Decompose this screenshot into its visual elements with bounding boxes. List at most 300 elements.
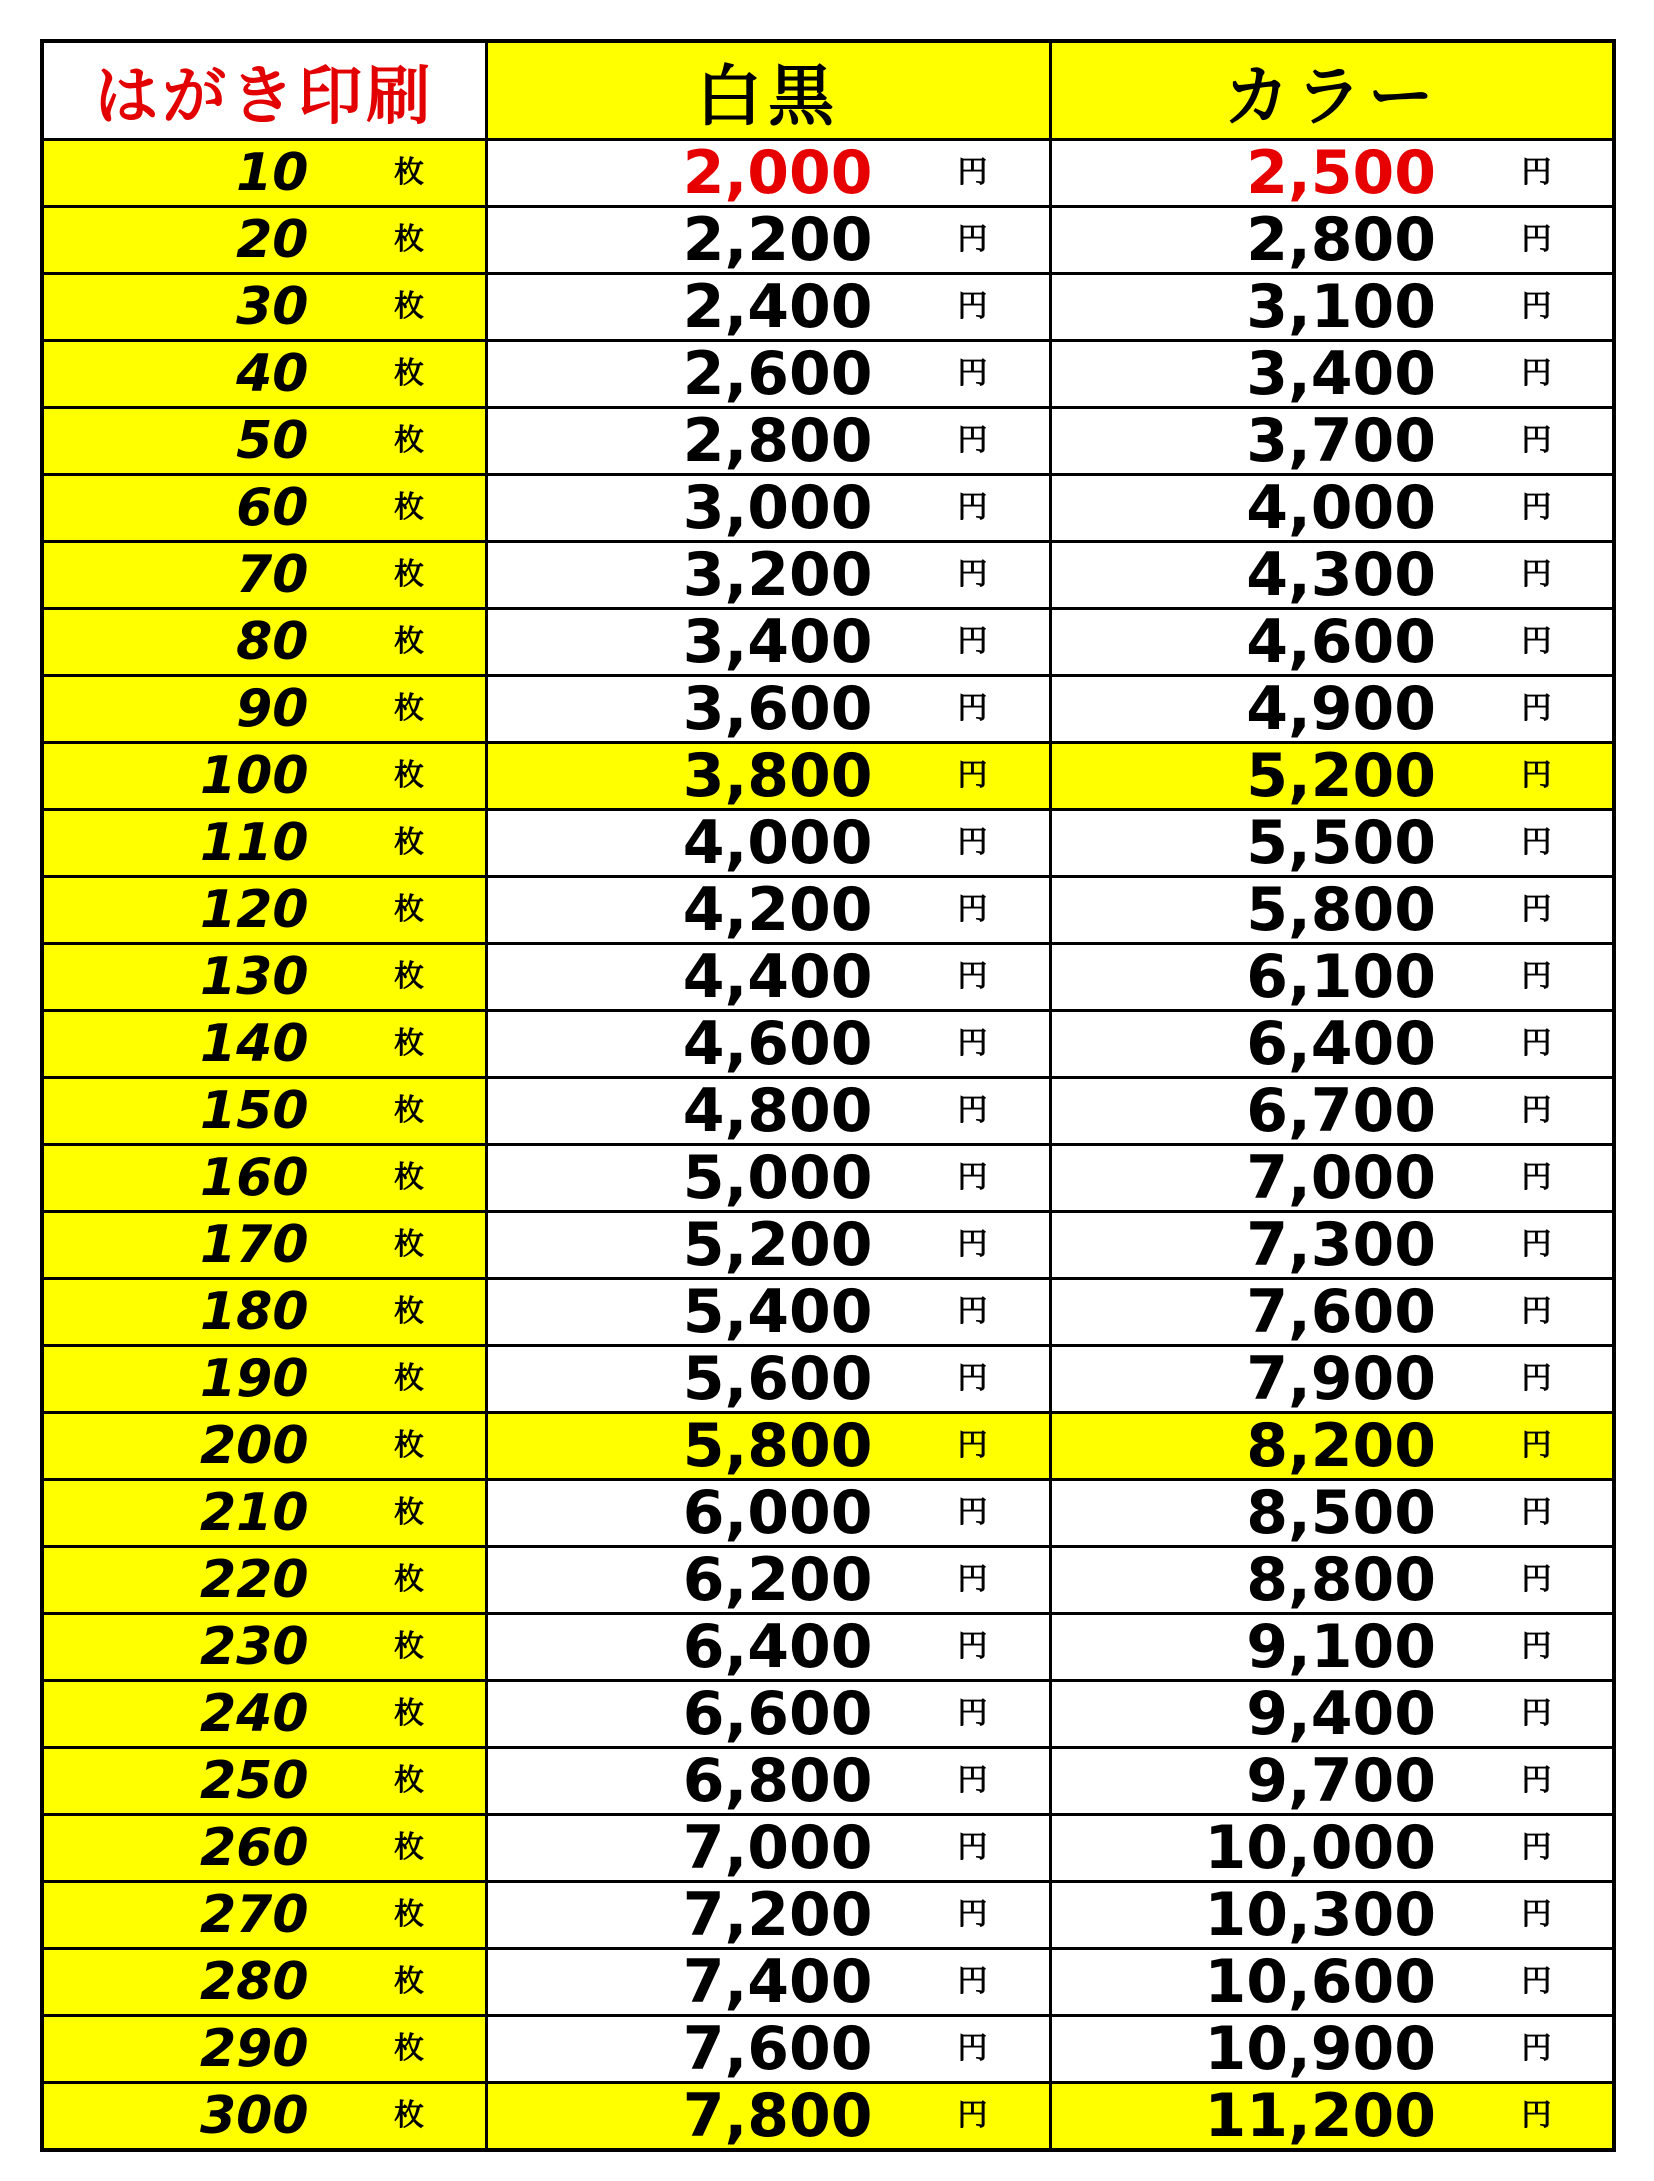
quantity-unit: 枚 xyxy=(394,155,424,190)
color-price-unit: 円 xyxy=(1521,2098,1552,2133)
quantity-unit: 枚 xyxy=(394,1294,424,1329)
color-price-cell-inner xyxy=(1052,141,1613,205)
quantity-value: 230 xyxy=(199,1617,309,1677)
quantity-unit: 枚 xyxy=(394,758,424,793)
quantity-value: 60 xyxy=(236,478,309,538)
color-price-cell-inner xyxy=(1052,208,1613,272)
color-price-value: 5,200 xyxy=(1246,742,1436,810)
table-row xyxy=(42,1815,1614,1882)
bw-price-cell-inner xyxy=(488,1682,1049,1746)
bw-price-value: 2,400 xyxy=(682,273,873,341)
quantity-unit: 枚 xyxy=(394,1629,424,1664)
color-price-cell xyxy=(1050,1815,1614,1882)
bw-price-cell-inner xyxy=(488,1950,1049,2014)
quantity-cell xyxy=(42,1949,486,2016)
color-price-unit: 円 xyxy=(1521,624,1552,659)
table-row xyxy=(42,609,1614,676)
color-price-cell-inner xyxy=(1052,1347,1613,1411)
table-title: はがき印刷 xyxy=(42,41,486,140)
quantity-value: 120 xyxy=(199,880,309,940)
table-row xyxy=(42,1078,1614,1145)
quantity-unit: 枚 xyxy=(394,959,424,994)
color-price-value: 3,700 xyxy=(1246,407,1436,475)
color-price-cell-inner xyxy=(1052,1883,1613,1947)
bw-price-value: 4,200 xyxy=(682,876,873,944)
table-row xyxy=(42,743,1614,810)
price-table xyxy=(40,39,1616,2152)
color-price-cell xyxy=(1050,609,1614,676)
color-price-unit: 円 xyxy=(1521,222,1552,257)
quantity-cell-inner xyxy=(44,1682,485,1746)
color-price-cell xyxy=(1050,475,1614,542)
color-price-unit: 円 xyxy=(1521,959,1552,994)
color-price-value: 9,100 xyxy=(1246,1613,1436,1681)
color-price-unit: 円 xyxy=(1521,758,1552,793)
quantity-cell xyxy=(42,274,486,341)
color-price-cell-inner xyxy=(1052,2017,1613,2081)
quantity-cell-inner xyxy=(44,1883,485,1947)
quantity-unit: 枚 xyxy=(394,289,424,324)
bw-price-unit: 円 xyxy=(957,1696,988,1731)
color-price-cell xyxy=(1050,1212,1614,1279)
quantity-value: 90 xyxy=(236,679,309,739)
bw-price-cell-inner xyxy=(488,2017,1049,2081)
table-row xyxy=(42,1145,1614,1212)
color-price-unit: 円 xyxy=(1521,2031,1552,2066)
quantity-cell-inner xyxy=(44,476,485,540)
bw-price-cell xyxy=(486,1815,1050,1882)
bw-price-unit: 円 xyxy=(957,1629,988,1664)
bw-price-value: 7,000 xyxy=(682,1814,873,1882)
bw-price-cell-inner xyxy=(488,811,1049,875)
quantity-value: 200 xyxy=(199,1416,309,1476)
quantity-unit: 枚 xyxy=(394,825,424,860)
bw-price-unit: 円 xyxy=(957,1026,988,1061)
quantity-cell xyxy=(42,1346,486,1413)
table-row xyxy=(42,1011,1614,1078)
quantity-value: 220 xyxy=(199,1550,309,1610)
quantity-cell-inner xyxy=(44,1749,485,1813)
color-price-value: 4,000 xyxy=(1246,474,1436,542)
quantity-cell xyxy=(42,408,486,475)
quantity-value: 30 xyxy=(236,277,309,337)
bw-price-unit: 円 xyxy=(957,557,988,592)
color-price-value: 7,600 xyxy=(1246,1278,1436,1346)
quantity-value: 290 xyxy=(199,2019,309,2079)
quantity-cell-inner xyxy=(44,1481,485,1545)
bw-price-value: 7,800 xyxy=(682,2082,873,2150)
color-price-unit: 円 xyxy=(1521,155,1552,190)
bw-price-value: 2,800 xyxy=(682,407,873,475)
bw-price-cell xyxy=(486,1346,1050,1413)
table-row xyxy=(42,1279,1614,1346)
color-price-cell-inner xyxy=(1052,811,1613,875)
bw-price-unit: 円 xyxy=(957,758,988,793)
color-price-cell xyxy=(1050,1949,1614,2016)
quantity-value: 250 xyxy=(199,1751,309,1811)
bw-price-value: 2,600 xyxy=(682,340,873,408)
bw-price-unit: 円 xyxy=(957,624,988,659)
bw-price-cell-inner xyxy=(488,275,1049,339)
table-row xyxy=(42,274,1614,341)
color-price-value: 8,200 xyxy=(1246,1412,1436,1480)
bw-price-cell xyxy=(486,2016,1050,2083)
quantity-cell-inner xyxy=(44,2017,485,2081)
bw-price-cell xyxy=(486,944,1050,1011)
bw-price-value: 2,000 xyxy=(682,139,873,207)
bw-price-cell-inner xyxy=(488,1079,1049,1143)
quantity-cell-inner xyxy=(44,208,485,272)
quantity-value: 270 xyxy=(199,1885,309,1945)
quantity-value: 170 xyxy=(199,1215,309,1275)
bw-price-value: 4,400 xyxy=(682,943,873,1011)
color-price-value: 11,200 xyxy=(1204,2082,1436,2150)
color-price-value: 7,000 xyxy=(1246,1144,1436,1212)
bw-price-cell-inner xyxy=(488,2084,1049,2148)
quantity-cell xyxy=(42,1413,486,1480)
quantity-cell xyxy=(42,1882,486,1949)
bw-price-cell xyxy=(486,609,1050,676)
color-price-cell xyxy=(1050,1882,1614,1949)
bw-price-unit: 円 xyxy=(957,155,988,190)
quantity-unit: 枚 xyxy=(394,1428,424,1463)
quantity-cell-inner xyxy=(44,342,485,406)
color-price-unit: 円 xyxy=(1521,691,1552,726)
color-price-value: 10,300 xyxy=(1204,1881,1436,1949)
table-row xyxy=(42,408,1614,475)
bw-price-value: 2,200 xyxy=(682,206,873,274)
color-price-unit: 円 xyxy=(1521,1964,1552,1999)
color-price-cell xyxy=(1050,2083,1614,2151)
bw-price-value: 6,000 xyxy=(682,1479,873,1547)
color-price-cell xyxy=(1050,1547,1614,1614)
bw-price-unit: 円 xyxy=(957,2098,988,2133)
quantity-cell xyxy=(42,1748,486,1815)
color-price-cell xyxy=(1050,140,1614,207)
bw-price-unit: 円 xyxy=(957,1428,988,1463)
quantity-cell xyxy=(42,944,486,1011)
bw-price-cell-inner xyxy=(488,208,1049,272)
quantity-value: 130 xyxy=(199,947,309,1007)
color-price-cell-inner xyxy=(1052,1682,1613,1746)
quantity-unit: 枚 xyxy=(394,2098,424,2133)
color-price-value: 10,900 xyxy=(1204,2015,1436,2083)
quantity-cell xyxy=(42,1681,486,1748)
color-price-value: 6,100 xyxy=(1246,943,1436,1011)
quantity-value: 180 xyxy=(199,1282,309,1342)
quantity-value: 160 xyxy=(199,1148,309,1208)
color-price-value: 3,100 xyxy=(1246,273,1436,341)
color-price-cell-inner xyxy=(1052,1548,1613,1612)
color-price-cell-inner xyxy=(1052,677,1613,741)
quantity-unit: 枚 xyxy=(394,2031,424,2066)
quantity-value: 100 xyxy=(199,746,309,806)
quantity-unit: 枚 xyxy=(394,1964,424,1999)
bw-price-cell xyxy=(486,341,1050,408)
color-price-cell-inner xyxy=(1052,1749,1613,1813)
table-row xyxy=(42,1681,1614,1748)
color-price-unit: 円 xyxy=(1521,289,1552,324)
color-price-unit: 円 xyxy=(1521,1093,1552,1128)
quantity-cell-inner xyxy=(44,1615,485,1679)
color-price-unit: 円 xyxy=(1521,1227,1552,1262)
bw-price-cell-inner xyxy=(488,1749,1049,1813)
table-row xyxy=(42,207,1614,274)
bw-price-cell xyxy=(486,475,1050,542)
bw-price-cell-inner xyxy=(488,1213,1049,1277)
quantity-cell-inner xyxy=(44,610,485,674)
bw-price-cell-inner xyxy=(488,476,1049,540)
table-row xyxy=(42,475,1614,542)
bw-price-value: 5,200 xyxy=(682,1211,873,1279)
bw-price-cell-inner xyxy=(488,744,1049,808)
table-row xyxy=(42,140,1614,207)
bw-price-cell xyxy=(486,1614,1050,1681)
bw-price-unit: 円 xyxy=(957,356,988,391)
color-price-cell xyxy=(1050,1681,1614,1748)
color-price-cell-inner xyxy=(1052,543,1613,607)
bw-price-value: 3,400 xyxy=(682,608,873,676)
bw-price-cell xyxy=(486,1145,1050,1212)
bw-price-value: 3,000 xyxy=(682,474,873,542)
color-price-unit: 円 xyxy=(1521,1026,1552,1061)
color-price-value: 7,300 xyxy=(1246,1211,1436,1279)
bw-price-cell-inner xyxy=(488,1615,1049,1679)
color-price-unit: 円 xyxy=(1521,557,1552,592)
color-price-cell-inner xyxy=(1052,2084,1613,2148)
table-body xyxy=(42,140,1614,2151)
color-price-value: 7,900 xyxy=(1246,1345,1436,1413)
quantity-cell xyxy=(42,877,486,944)
color-price-cell-inner xyxy=(1052,610,1613,674)
color-price-unit: 円 xyxy=(1521,1830,1552,1865)
color-price-value: 8,800 xyxy=(1246,1546,1436,1614)
bw-price-cell xyxy=(486,1949,1050,2016)
quantity-cell xyxy=(42,207,486,274)
quantity-value: 110 xyxy=(199,813,309,873)
color-price-value: 2,800 xyxy=(1246,206,1436,274)
quantity-cell xyxy=(42,810,486,877)
table-row xyxy=(42,1882,1614,1949)
table-row xyxy=(42,1748,1614,1815)
quantity-value: 190 xyxy=(199,1349,309,1409)
color-price-cell-inner xyxy=(1052,409,1613,473)
bw-price-cell xyxy=(486,1547,1050,1614)
bw-price-cell-inner xyxy=(488,1280,1049,1344)
quantity-unit: 枚 xyxy=(394,222,424,257)
color-price-cell xyxy=(1050,1078,1614,1145)
bw-price-cell-inner xyxy=(488,543,1049,607)
color-price-cell xyxy=(1050,877,1614,944)
quantity-cell xyxy=(42,1078,486,1145)
bw-price-cell xyxy=(486,1279,1050,1346)
bw-price-unit: 円 xyxy=(957,1763,988,1798)
quantity-cell xyxy=(42,2083,486,2151)
color-price-value: 6,700 xyxy=(1246,1077,1436,1145)
color-price-cell-inner xyxy=(1052,1079,1613,1143)
color-price-unit: 円 xyxy=(1521,1696,1552,1731)
bw-price-unit: 円 xyxy=(957,490,988,525)
bw-price-value: 4,000 xyxy=(682,809,873,877)
bw-price-value: 5,400 xyxy=(682,1278,873,1346)
color-price-value: 4,300 xyxy=(1246,541,1436,609)
bw-price-unit: 円 xyxy=(957,1361,988,1396)
quantity-cell-inner xyxy=(44,945,485,1009)
bw-price-value: 3,600 xyxy=(682,675,873,743)
quantity-cell xyxy=(42,2016,486,2083)
bw-price-cell xyxy=(486,542,1050,609)
quantity-cell xyxy=(42,1145,486,1212)
bw-price-value: 7,400 xyxy=(682,1948,873,2016)
color-price-cell-inner xyxy=(1052,1481,1613,1545)
quantity-cell-inner xyxy=(44,1950,485,2014)
quantity-unit: 枚 xyxy=(394,1160,424,1195)
bw-price-cell xyxy=(486,140,1050,207)
color-price-unit: 円 xyxy=(1521,1495,1552,1530)
bw-price-cell-inner xyxy=(488,1347,1049,1411)
table-row xyxy=(42,2083,1614,2151)
quantity-cell xyxy=(42,743,486,810)
bw-price-cell xyxy=(486,408,1050,475)
quantity-unit: 枚 xyxy=(394,691,424,726)
quantity-cell-inner xyxy=(44,141,485,205)
color-price-cell xyxy=(1050,542,1614,609)
quantity-unit: 枚 xyxy=(394,1696,424,1731)
bw-price-cell-inner xyxy=(488,677,1049,741)
color-price-cell xyxy=(1050,1480,1614,1547)
quantity-cell xyxy=(42,1011,486,1078)
color-price-unit: 円 xyxy=(1521,1294,1552,1329)
color-price-value: 2,500 xyxy=(1246,139,1436,207)
quantity-unit: 枚 xyxy=(394,557,424,592)
bw-price-value: 5,600 xyxy=(682,1345,873,1413)
quantity-cell-inner xyxy=(44,811,485,875)
color-price-cell xyxy=(1050,1413,1614,1480)
bw-price-cell xyxy=(486,1413,1050,1480)
quantity-unit: 枚 xyxy=(394,624,424,659)
quantity-cell-inner xyxy=(44,2084,485,2148)
quantity-cell-inner xyxy=(44,677,485,741)
quantity-value: 240 xyxy=(199,1684,309,1744)
quantity-value: 70 xyxy=(236,545,309,605)
bw-price-unit: 円 xyxy=(957,1227,988,1262)
bw-price-unit: 円 xyxy=(957,1562,988,1597)
color-price-cell xyxy=(1050,274,1614,341)
bw-price-value: 6,400 xyxy=(682,1613,873,1681)
quantity-value: 280 xyxy=(199,1952,309,2012)
bw-price-cell xyxy=(486,676,1050,743)
bw-price-cell-inner xyxy=(488,610,1049,674)
color-price-cell xyxy=(1050,1145,1614,1212)
bw-price-cell-inner xyxy=(488,1481,1049,1545)
bw-price-cell xyxy=(486,743,1050,810)
quantity-cell-inner xyxy=(44,409,485,473)
table-row xyxy=(42,1413,1614,1480)
bw-price-cell xyxy=(486,1882,1050,1949)
table-row xyxy=(42,944,1614,1011)
bw-price-unit: 円 xyxy=(957,1294,988,1329)
color-price-unit: 円 xyxy=(1521,1160,1552,1195)
bw-price-cell xyxy=(486,1212,1050,1279)
color-price-value: 8,500 xyxy=(1246,1479,1436,1547)
color-price-unit: 円 xyxy=(1521,423,1552,458)
table-row xyxy=(42,810,1614,877)
bw-price-value: 7,200 xyxy=(682,1881,873,1949)
color-price-cell-inner xyxy=(1052,342,1613,406)
bw-price-unit: 円 xyxy=(957,1495,988,1530)
table-row xyxy=(42,1212,1614,1279)
table-row xyxy=(42,1547,1614,1614)
bw-price-value: 5,000 xyxy=(682,1144,873,1212)
quantity-cell-inner xyxy=(44,1548,485,1612)
quantity-cell xyxy=(42,341,486,408)
color-price-cell-inner xyxy=(1052,744,1613,808)
color-price-cell-inner xyxy=(1052,476,1613,540)
color-price-unit: 円 xyxy=(1521,1629,1552,1664)
quantity-value: 40 xyxy=(236,344,309,404)
bw-price-cell xyxy=(486,207,1050,274)
quantity-cell xyxy=(42,1279,486,1346)
bw-price-cell xyxy=(486,274,1050,341)
quantity-cell xyxy=(42,1547,486,1614)
quantity-value: 140 xyxy=(199,1014,309,1074)
color-price-cell-inner xyxy=(1052,945,1613,1009)
bw-price-unit: 円 xyxy=(957,222,988,257)
color-price-cell-inner xyxy=(1052,1414,1613,1478)
bw-price-unit: 円 xyxy=(957,423,988,458)
bw-price-value: 7,600 xyxy=(682,2015,873,2083)
color-price-cell xyxy=(1050,676,1614,743)
quantity-value: 80 xyxy=(236,612,309,672)
bw-price-cell xyxy=(486,1748,1050,1815)
table-row xyxy=(42,1949,1614,2016)
color-price-value: 9,700 xyxy=(1246,1747,1436,1815)
quantity-cell-inner xyxy=(44,275,485,339)
color-price-value: 9,400 xyxy=(1246,1680,1436,1748)
color-price-cell-inner xyxy=(1052,1280,1613,1344)
quantity-unit: 枚 xyxy=(394,1026,424,1061)
table-row xyxy=(42,2016,1614,2083)
bw-price-cell xyxy=(486,2083,1050,2151)
bw-price-unit: 円 xyxy=(957,1897,988,1932)
color-price-cell-inner xyxy=(1052,1950,1613,2014)
color-price-value: 10,000 xyxy=(1204,1814,1436,1882)
quantity-unit: 枚 xyxy=(394,1562,424,1597)
quantity-cell xyxy=(42,1212,486,1279)
color-price-unit: 円 xyxy=(1521,892,1552,927)
bw-price-cell-inner xyxy=(488,1883,1049,1947)
bw-price-unit: 円 xyxy=(957,1093,988,1128)
quantity-cell-inner xyxy=(44,1213,485,1277)
bw-price-value: 5,800 xyxy=(682,1412,873,1480)
color-price-cell xyxy=(1050,408,1614,475)
quantity-cell-inner xyxy=(44,1012,485,1076)
quantity-cell-inner xyxy=(44,1816,485,1880)
bw-price-unit: 円 xyxy=(957,892,988,927)
column-header-color: カラー xyxy=(1050,41,1614,140)
table-row xyxy=(42,341,1614,408)
bw-price-cell xyxy=(486,1681,1050,1748)
color-price-value: 4,600 xyxy=(1246,608,1436,676)
bw-price-value: 6,800 xyxy=(682,1747,873,1815)
quantity-unit: 枚 xyxy=(394,1897,424,1932)
quantity-cell xyxy=(42,609,486,676)
color-price-unit: 円 xyxy=(1521,1897,1552,1932)
color-price-cell xyxy=(1050,1748,1614,1815)
quantity-cell-inner xyxy=(44,1280,485,1344)
quantity-unit: 枚 xyxy=(394,423,424,458)
quantity-value: 150 xyxy=(199,1081,309,1141)
